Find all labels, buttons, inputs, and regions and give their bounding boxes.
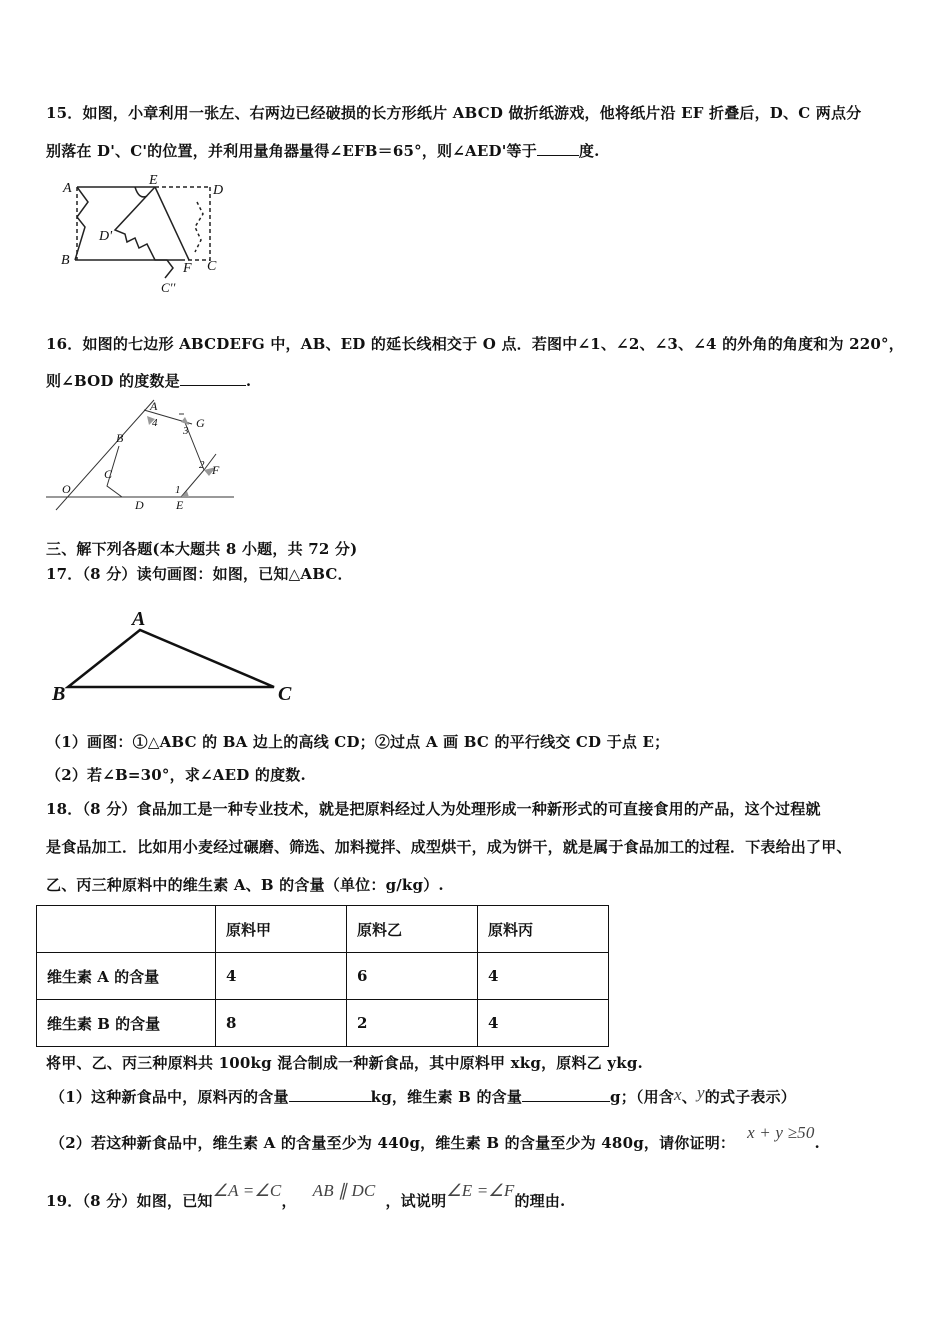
answer-blank [289, 1087, 371, 1102]
q18-line2: 是食品加工．比如用小麦经过碾磨、筛选、加料搅拌、成型烘干，成为饼干，就是属于食品加工的过程．下表给出了甲、 [46, 838, 852, 856]
label-A: A [63, 181, 72, 196]
q18-line1: 18．（8 分）食品加工是一种专业技术，就是把原料经过人为处理形成一种新形式的可直接食用的产品，这个过程就 [46, 800, 821, 818]
answer-blank [180, 371, 246, 386]
table-row [37, 1000, 609, 1047]
q18-part1-text: g；（用含 [610, 1088, 675, 1106]
label-G: G [196, 416, 205, 430]
q17-part2: （2）若∠B=30°，求∠AED 的度数. [46, 766, 306, 784]
label-D: D [213, 183, 224, 198]
label-C: C [104, 467, 113, 481]
q18-part2-text: （2）若这种新食品中，维生素 A 的含量至少为 440g，维生素 B 的含量至少为 480g，请你证明： [50, 1134, 736, 1152]
math-angle-equality: ∠A =∠C [212, 1181, 282, 1200]
table-header [37, 906, 216, 953]
q18-part1-text: kg，维生素 B 的含量 [370, 1088, 523, 1106]
q18-part2-end: . [814, 1134, 820, 1152]
math-parallel: AB ∥ DC [312, 1181, 376, 1200]
math-x: x [674, 1085, 682, 1104]
q19-text: ， [281, 1192, 297, 1210]
q15-figure [55, 172, 235, 297]
label-C: C [278, 683, 292, 705]
label-F: F [212, 463, 220, 477]
label-D: D [135, 498, 144, 512]
q15-line2 [46, 140, 600, 161]
label-O: O [62, 482, 71, 496]
q19 [46, 1181, 566, 1211]
label-B: B [52, 683, 66, 705]
table-cell: 4 [478, 953, 609, 1000]
label-A: A [132, 608, 146, 630]
q18-part1-text: 的式子表示） [704, 1088, 796, 1106]
section-heading: 三、解下列各题(本大题共 8 小题，共 72 分) [46, 540, 358, 558]
label-C: C [207, 259, 217, 274]
q16-figure [44, 398, 244, 516]
math-angle-equality-2: ∠E =∠F [446, 1181, 515, 1200]
table-cell: 4 [478, 1000, 609, 1047]
table-header: 原料丙 [478, 906, 609, 953]
q18-line4: 将甲、乙、丙三种原料共 100kg 混合制成一种新食品，其中原料甲 xkg，原料乙 ykg. [46, 1054, 643, 1072]
angle-1-label: 1 [175, 484, 181, 496]
label-E: E [149, 173, 158, 188]
table-cell: 8 [216, 1000, 347, 1047]
math-y: y [697, 1083, 705, 1102]
label-B: B [116, 431, 124, 445]
q18-line3: 乙、丙三种原料中的维生素 A、B 的含量（单位：g/kg）. [46, 876, 444, 894]
q19-text: ，试说明 [385, 1192, 447, 1210]
answer-blank [522, 1087, 610, 1102]
q17-triangle-figure [48, 605, 308, 705]
label-E: E [176, 498, 184, 512]
label-C-prime: C'' [161, 280, 176, 295]
table-row [37, 953, 609, 1000]
table-cell: 维生素 B 的含量 [37, 1000, 216, 1047]
table-header: 原料乙 [347, 906, 478, 953]
table-header-row [37, 906, 609, 953]
q16-line2 [46, 370, 251, 391]
table-cell: 6 [347, 953, 478, 1000]
q15-text-end: 度. [578, 142, 600, 160]
q18-part1 [50, 1083, 796, 1107]
label-B: B [61, 253, 70, 268]
q17-part1: （1）画图：①△ABC 的 BA 边上的高线 CD；②过点 A 画 BC 的平行线交 CD 于点 E； [46, 733, 670, 751]
label-A: A [150, 399, 158, 413]
label-F: F [183, 261, 192, 276]
q18-part1-text: 、 [681, 1088, 697, 1106]
q17-title: 17．（8 分）读句画图：如图，已知△ABC． [46, 565, 353, 583]
q16-text: 则∠BOD 的度数是 [46, 372, 180, 390]
angle-4-label: 4 [152, 417, 158, 429]
table-cell: 维生素 A 的含量 [37, 953, 216, 1000]
answer-blank [537, 141, 579, 156]
table-cell: 4 [216, 953, 347, 1000]
table-header: 原料甲 [216, 906, 347, 953]
angle-2-label: 2 [199, 459, 205, 471]
q19-text: 19．（8 分）如图，已知 [46, 1192, 213, 1210]
q16-text-end: . [245, 372, 252, 390]
q15-line1: 15．如图，小章利用一张左、右两边已经破损的长方形纸片 ABCD 做折纸游戏，他将纸片沿 EF 折叠后，D、C 两点分 [46, 104, 862, 122]
q16-line1: 16．如图的七边形 ABCDEFG 中，AB、ED 的延长线相交于 O 点．若图中∠1、∠2、∠3、∠4 的外角的角度和为 220°， [46, 335, 904, 353]
table-cell: 2 [347, 1000, 478, 1047]
vitamin-table [36, 905, 609, 1047]
q15-text: 别落在 D'、C'的位置，并利用量角器量得∠EFB＝65°，则∠AED'等于 [46, 142, 537, 160]
angle-3-label: 3 [183, 425, 189, 437]
q18-part1-text: （1）这种新食品中，原料丙的含量 [50, 1088, 289, 1106]
math-inequality: x + y ≥50 [747, 1123, 815, 1142]
label-D-prime: D' [99, 229, 113, 244]
q18-part2 [50, 1123, 820, 1153]
q19-text: 的理由. [514, 1192, 566, 1210]
